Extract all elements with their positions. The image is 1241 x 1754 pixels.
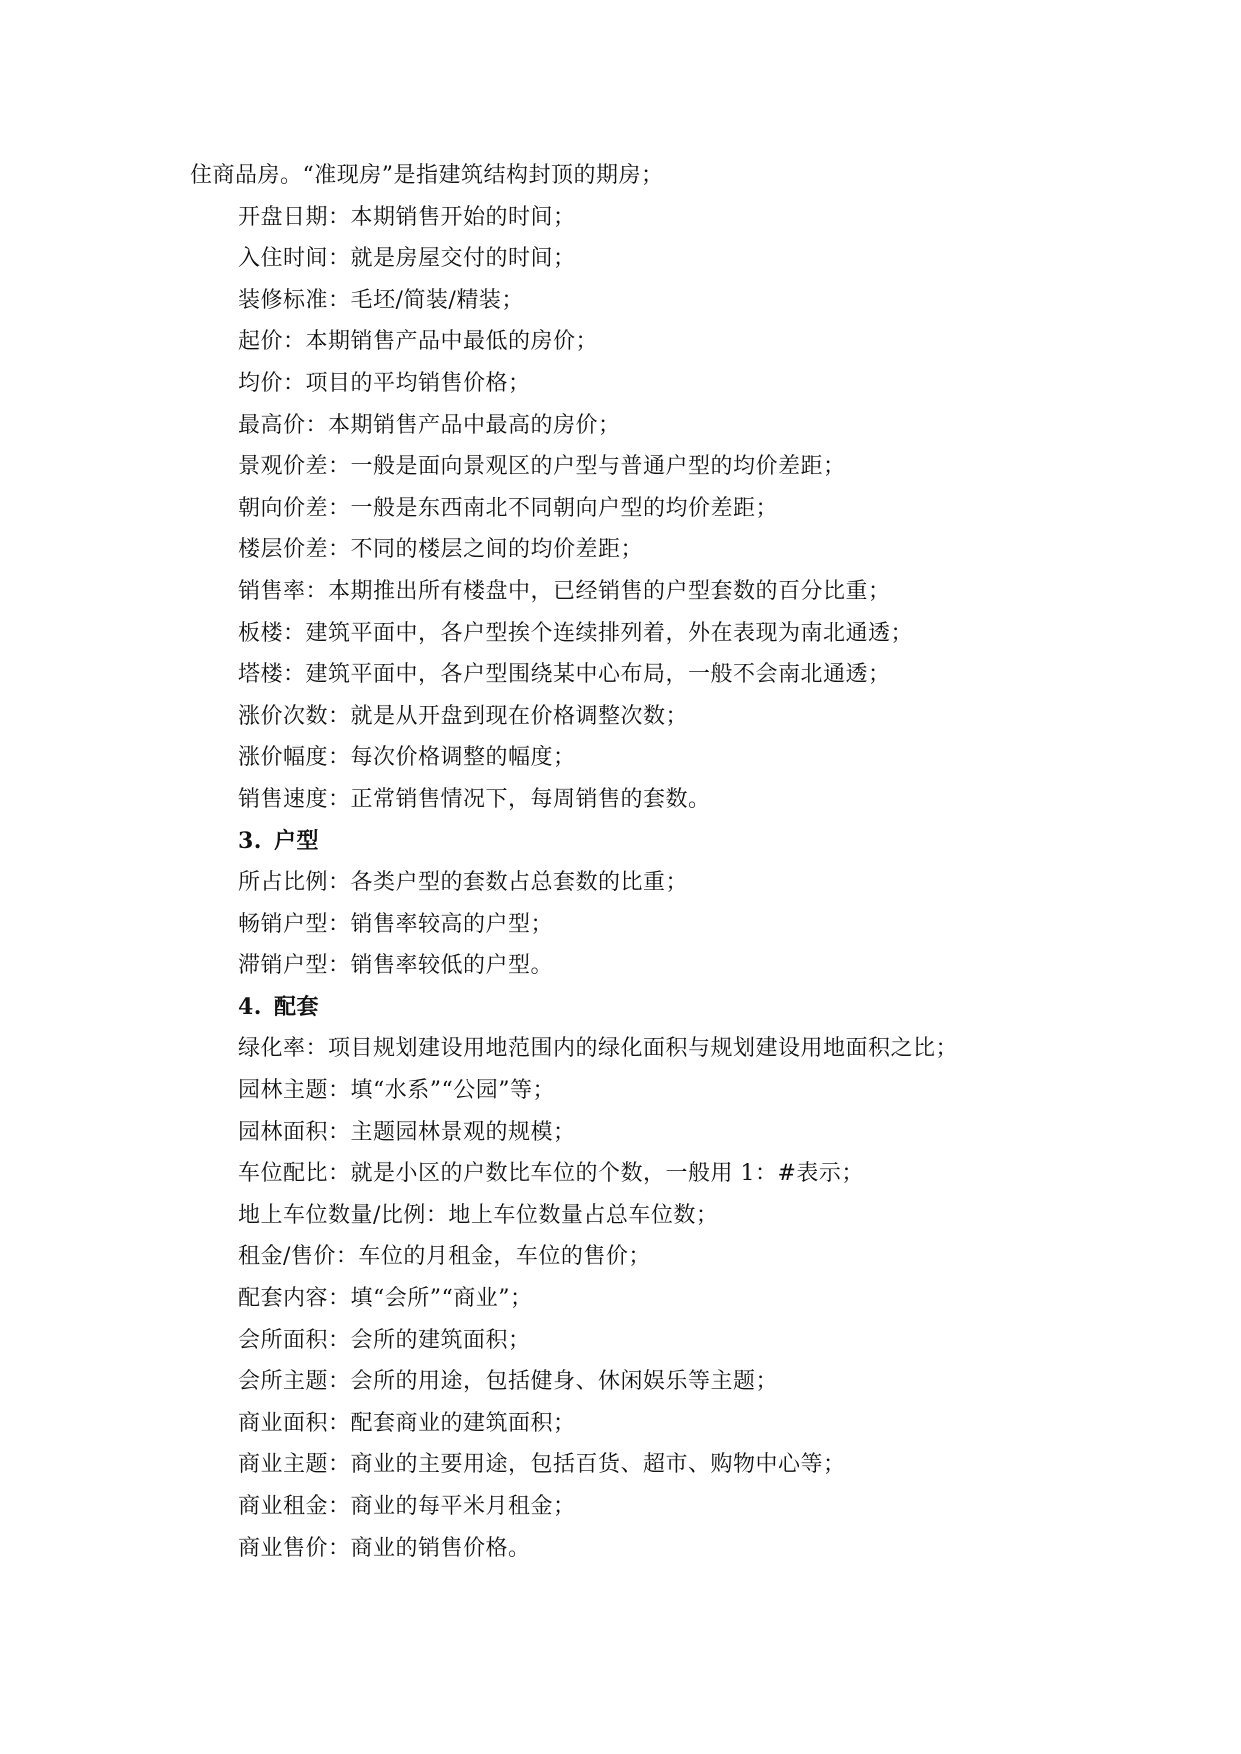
document-body — [190, 155, 1090, 1569]
definition-parking-ratio: 车位配比：就是小区的户数比车位的个数，一般用 1：#表示； — [238, 1161, 864, 1187]
definition-proportion: 所占比例：各类户型的套数占总套数的比重； — [238, 870, 689, 896]
definition-best-selling-unit: 畅销户型：销售率较高的户型； — [238, 911, 554, 937]
definition-rent-sale-price: 租金/售价：车位的月租金，车位的售价； — [238, 1244, 651, 1270]
definition-commercial-area: 商业面积：配套商业的建筑面积； — [238, 1410, 576, 1436]
section-number: 4. — [238, 993, 262, 1020]
definition-open-date: 开盘日期：本期销售开始的时间； — [238, 204, 576, 230]
section-heading-unit-type — [190, 821, 1090, 863]
definition-slow-selling-unit: 滞销户型：销售率较低的户型。 — [238, 953, 554, 979]
definition-greening-rate: 绿化率：项目规划建设用地范围内的绿化面积与规划建设用地面积之比； — [238, 1036, 959, 1062]
definition-view-price-difference: 景观价差：一般是面向景观区的户型与普通户型的均价差距； — [238, 454, 846, 480]
definition-starting-price: 起价：本期销售产品中最低的房价； — [238, 329, 599, 355]
section-title: 户型 — [273, 827, 319, 854]
definition-orientation-price-difference: 朝向价差：一般是东西南北不同朝向户型的均价差距； — [238, 495, 779, 521]
definition-price-increase-range: 涨价幅度：每次价格调整的幅度； — [238, 745, 576, 771]
definition-price-increase-count: 涨价次数：就是从开盘到现在价格调整次数； — [238, 703, 689, 729]
definition-highest-price: 最高价：本期销售产品中最高的房价； — [238, 412, 621, 438]
definition-commercial-rent: 商业租金：商业的每平米月租金； — [238, 1494, 576, 1519]
definition-decoration-standard: 装修标准：毛坯/简装/精装； — [238, 287, 524, 313]
section-heading-facilities — [190, 987, 1090, 1029]
definition-floor-price-difference: 楼层价差：不同的楼层之间的均价差距； — [238, 537, 644, 563]
definition-sales-speed: 销售速度：正常销售情况下，每周销售的套数。 — [238, 786, 711, 812]
definition-slab-building: 板楼：建筑平面中，各户型挨个连续排列着，外在表现为南北通透； — [238, 620, 914, 646]
definition-facility-content: 配套内容：填“会所”“商业”； — [238, 1286, 533, 1312]
definition-garden-area: 园林面积：主题园林景观的规模； — [238, 1119, 576, 1145]
section-title: 配套 — [273, 993, 319, 1020]
definition-move-in-time: 入住时间：就是房屋交付的时间； — [238, 246, 576, 272]
definition-sales-rate: 销售率：本期推出所有楼盘中，已经销售的户型套数的百分比重； — [238, 578, 891, 604]
definition-clubhouse-theme: 会所主题：会所的用途，包括健身、休闲娱乐等主题； — [238, 1369, 779, 1395]
definition-commercial-theme: 商业主题：商业的主要用途，包括百货、超市、购物中心等； — [238, 1452, 846, 1478]
definition-garden-theme: 园林主题：填“水系”“公园”等； — [238, 1078, 555, 1104]
section-number: 3. — [238, 827, 262, 854]
definition-commercial-sale-price: 商业售价：商业的销售价格。 — [238, 1535, 531, 1561]
definition-tower-building: 塔楼：建筑平面中，各户型围绕某中心布局，一般不会南北通透； — [238, 662, 891, 688]
text-line-continuation: 住商品房。“准现房”是指建筑结构封顶的期房； — [190, 163, 664, 188]
definition-average-price: 均价：项目的平均销售价格； — [238, 370, 531, 396]
definition-above-ground-parking: 地上车位数量/比例：地上车位数量占总车位数； — [238, 1202, 719, 1228]
definition-clubhouse-area: 会所面积：会所的建筑面积； — [238, 1327, 531, 1353]
